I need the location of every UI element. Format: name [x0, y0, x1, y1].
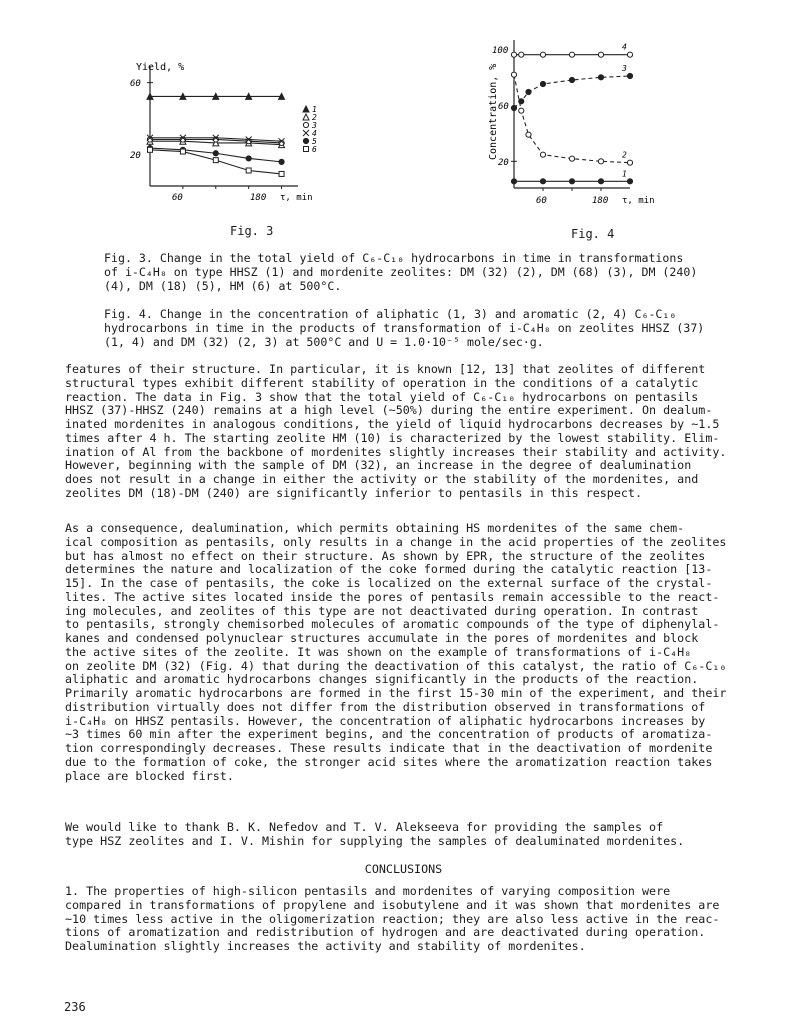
fig4-series-2-line [514, 75, 630, 163]
fig4-series-2-point [519, 108, 524, 113]
fig4-curve-label-3: 3 [622, 64, 627, 73]
fig4-series-4-point [540, 52, 545, 57]
fig4-series-3-point [598, 75, 603, 80]
conclusion-item-1: 1. The properties of high-silicon pentasils and mordenites of varying composition were compared in transformations of propylene and isobutylene and it was shown that mordenites are ~10 times less active in the oligomerization reaction; they are also less active in the reac- tions of aromatization and redistribution of hydrogen and are deactivated during operation. Dealumination slightly increases the activity and stability of mordenites. [65, 884, 720, 953]
fig4-series-2-point [627, 160, 632, 165]
fig4-series-1-point [511, 179, 516, 184]
fig3-series-6-point [213, 158, 218, 163]
fig3-label: Fig. 3 [230, 224, 274, 238]
fig3-series-5-point [213, 151, 218, 156]
fig4-series-4-point [519, 52, 524, 57]
fig3-y-tick-20: 20 [130, 151, 141, 161]
fig4-series-4-point [598, 52, 603, 57]
fig3-caption: Fig. 3. Change in the total yield of C₆-C₁₀ hydrocarbons in time in transformations of i-C₄H₈ on type HHSZ (1) and mordenite zeolites: DM (32) (2), DM (68) (3), DM (240) (4), DM (18) (5), HM (6) at 500°C. [104, 251, 698, 294]
fig3-series-5-point [279, 159, 284, 164]
fig4-series-3-point [569, 77, 574, 82]
fig4-y-tick-20: 20 [498, 158, 509, 168]
fig4-series-2-point [526, 132, 531, 137]
fig3-legend-marker-3 [303, 122, 308, 127]
fig4-series-3-point [526, 89, 531, 94]
fig3-legend-marker-5 [303, 138, 308, 143]
fig4-series-2-point [598, 159, 603, 164]
acknowledgement-paragraph: We would like to thank B. K. Nefedov and T. V. Alekseeva for providing the samples of type HSZ zeolites and I. V. Mishin for supplying the samples of dealuminated mordenites. [65, 820, 685, 848]
paragraph-2: As a consequence, dealumination, which permits obtaining HS mordenites of the same chem- ical composition as pentasils, only results in a change in the acid properties of the zeolites but has almost no effect on their structure. As shown by EPR, the structure of the zeolites determines the nature and localization of the coke formed during the catalytic reaction [13- 15]. In the case of pentasils, the coke is localized on the external surface of the crystal- lites. The active sites located inside the pores of pentasils remain accessible to the react- ing molecules, and zeolites of this type are not deactivated during operation. In contrast to pentasils, strongly chemisorbed molecules of aromatic compounds of the type of diphenylal- kanes and condensed polynuclear structures accumulate in the pores of mordenites and block the active sites of the zeolite. It was shown on the example of transformations of i-C₄H₈ on zeolite DM (32) (Fig. 4) that during the deactivation of this catalyst, the ratio of C₆-C₁₀ aliphatic and aromatic hydrocarbons changes significantly in the products of the reaction. Primarily aromatic hydrocarbons are formed in the first 15-30 min of the experiment, and their distribution virtually does not differ from the distribution observed in transformations of i-C₄H₈ on HHSZ pentasils. However, the concentration of aliphatic hydrocarbons increases by ~3 times 60 min after the experiment begins, and the concentration of products of aromatiza- tion correspondingly decreases. These results indicate that in the deactivation of mordenite due to the formation of coke, the stronger acid sites where the aromatization reaction takes place are blocked first. [65, 521, 727, 783]
fig4-series-1-point [598, 179, 603, 184]
fig4-curve-label-2: 2 [622, 150, 627, 160]
fig4-curve-label-4: 4 [622, 42, 627, 52]
fig3-legend [303, 105, 317, 154]
fig3-legend-label-1: 1 [312, 105, 317, 114]
paragraph-1: features of their structure. In particular, it is known [12, 13] that zeolites of different structural types exhibit different stability of operation in the conditions of a catalytic reaction. The data in Fig. 3 show that the total yield of C₆-C₁₀ hydrocarbons on pentasils HHSZ (37)-HHSZ (240) remains at a high level (~50%) during the entire experiment. On dealum- inated mordenites in analogous conditions, the yield of liquid hydrocarbons decreases by ~1.5 times after 4 h. The starting zeolite HM (10) is characterized by the lowest stability. Elim- ination of Al from the backbone of mordenites slightly increases their stability and activity. However, beginning with the sample of DM (32), an increase in the degree of dealumination does not result in a change in either the activity or the stability of the mordenites, and zeolites DM (18)-DM (240) are significantly inferior to pentasils in this respect. [65, 362, 727, 500]
fig3-legend-marker-1 [303, 106, 309, 112]
fig3-plot-area [147, 66, 298, 189]
fig4-series-1-point [569, 179, 574, 184]
fig3-legend-label-4: 4 [312, 129, 317, 138]
fig3-x-tick-60: 60 [172, 193, 183, 203]
fig4-y-tick-100: 100 [492, 46, 509, 56]
fig4-y-tick-60: 60 [498, 102, 509, 112]
fig4-x-title: τ, min [622, 196, 655, 206]
fig3-series-6-point [246, 168, 251, 173]
figure-3-chart [108, 40, 358, 215]
fig4-plot-area [511, 40, 633, 191]
fig3-x-title: τ, min [280, 193, 313, 203]
fig4-y-title: Concentration, % [488, 63, 499, 160]
fig4-series-3-point [627, 73, 632, 78]
fig4-series-2-point [540, 152, 545, 157]
fig3-y-title: Yield, % [136, 62, 185, 73]
fig3-legend-marker-2 [303, 114, 309, 120]
fig4-series-1-point [540, 179, 545, 184]
fig4-x-tick-60: 60 [536, 196, 547, 206]
fig4-caption: Fig. 4. Change in the concentration of aliphatic (1, 3) and aromatic (2, 4) C₆-C₁₀ hydrocarbons in time in the products of transformation of i-C₄H₈ on zeolites HHSZ (37) (1, 4) and DM (32) (2, 3) at 500°C and U = 1.0·10⁻⁵ mole/sec·g. [104, 307, 705, 350]
fig3-series-6-point [279, 171, 284, 176]
fig4-series-4-point [627, 52, 632, 57]
fig3-legend-label-5: 5 [312, 137, 317, 146]
fig3-x-tick-180: 180 [250, 193, 267, 203]
figure-4-chart [480, 30, 680, 210]
fig4-series-3-point [540, 81, 545, 86]
fig4-x-tick-180: 180 [592, 196, 609, 206]
fig4-series-1-point [627, 179, 632, 184]
fig3-y-tick-60: 60 [130, 79, 141, 89]
fig4-series-4-point [511, 52, 516, 57]
fig3-legend-label-6: 6 [312, 145, 317, 154]
fig3-series-6-point [180, 149, 185, 154]
fig4-series-2-point [511, 72, 516, 77]
fig4-series-4-point [569, 52, 574, 57]
page-number: 236 [64, 1000, 86, 1014]
fig3-series-6-point [148, 147, 153, 152]
fig3-legend-label-2: 2 [312, 113, 317, 122]
fig4-label: Fig. 4 [571, 227, 615, 241]
fig3-legend-marker-4 [303, 130, 309, 136]
fig4-series-2-point [569, 156, 574, 161]
fig4-series-3-point [511, 105, 516, 110]
fig3-legend-marker-6 [304, 147, 309, 152]
fig4-curve-label-1: 1 [622, 169, 627, 179]
fig3-legend-label-3: 3 [312, 121, 317, 130]
conclusions-heading: CONCLUSIONS [364, 862, 443, 876]
fig3-series-5-point [246, 156, 251, 161]
